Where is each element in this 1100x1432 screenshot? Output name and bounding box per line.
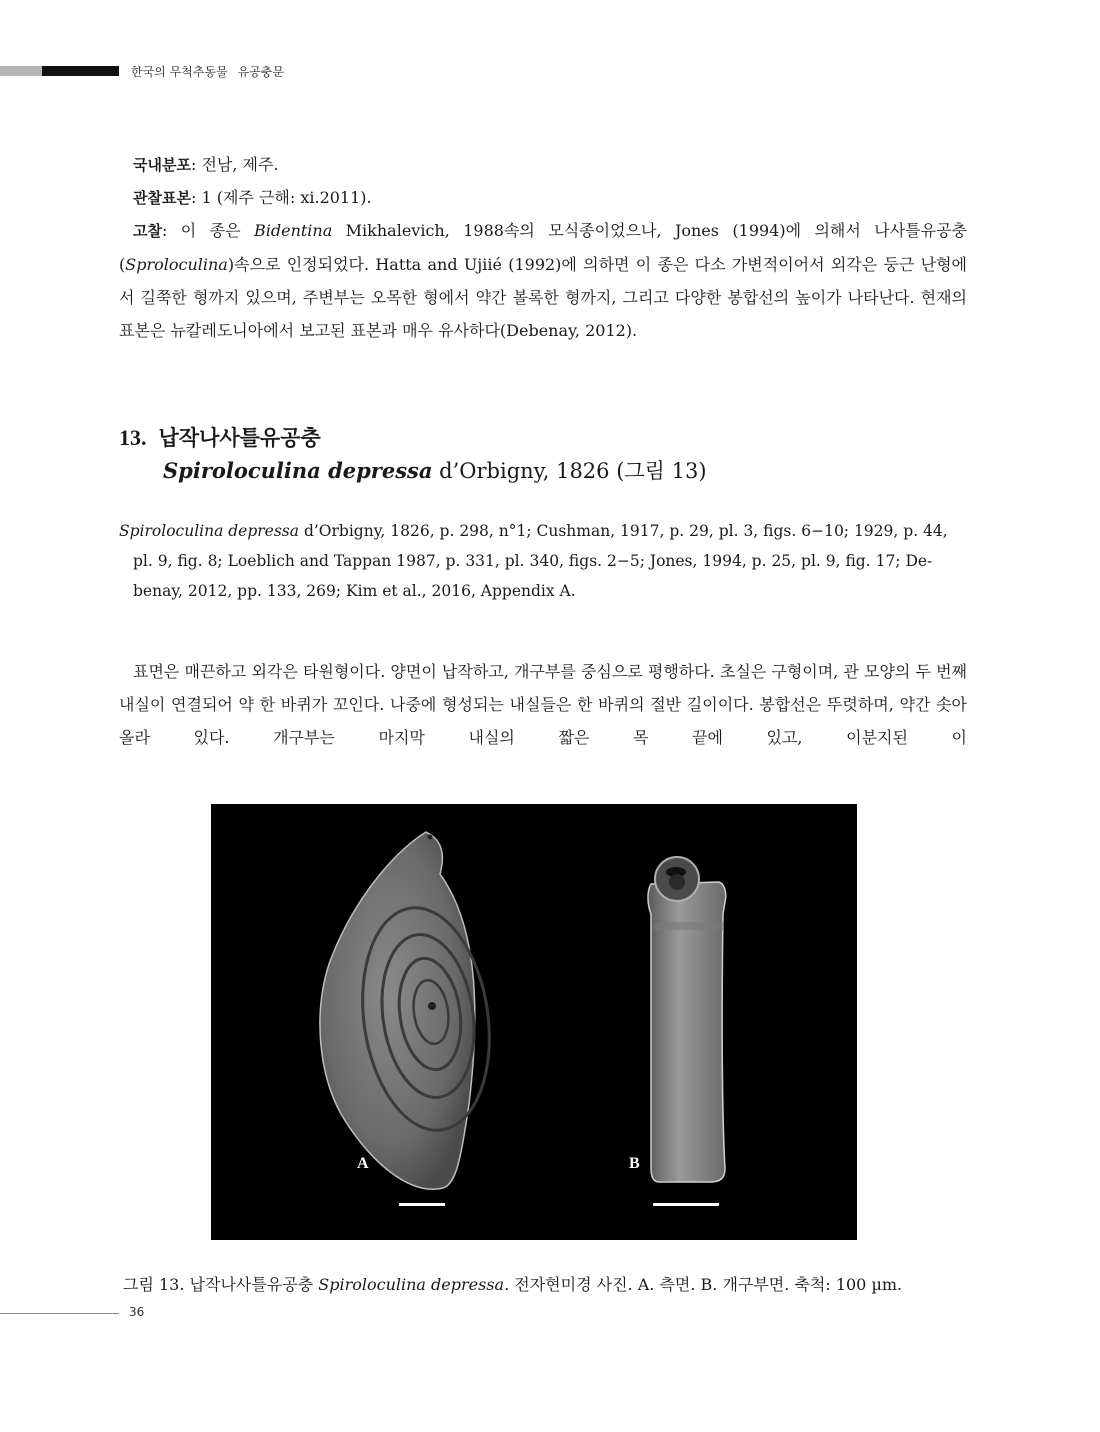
specimens-text: : 1 (제주 근해: xi.2011). (190, 188, 372, 207)
sem-photographs (211, 804, 857, 1240)
specimen-b-apertural-view (648, 857, 726, 1182)
remarks-text-1: : 이 종은 (161, 221, 254, 240)
remarks-text-3: )속으로 인정되었다. Hatta and Ujiié (1992)에 의하면 이 종은 다소 가변적이어서 외각은 둥근 난형에서 길쭉한 형까지 있으며, 주변부는 오목한 형에서 약간 볼록한 형까지, 그리고 다양한 봉합선의 높이가 나타난다. 현재의 표본은 뉴칼레도니아에서 보고된 표본과 매우 유사하다(Debenay, 2012). (119, 255, 967, 340)
synonymy-line-2: pl. 9, fig. 8; Loeblich and Tappan 1987, p. 331, pl. 340, figs. 2−5; Jones, 1994, p. 25, pl. 9, fig. 17; De- (133, 552, 933, 570)
description-paragraph (119, 655, 967, 754)
figure-caption (123, 1272, 902, 1295)
section-korean-name: 납작나사틀유공충 (158, 426, 321, 450)
figure-label-a: A (357, 1155, 369, 1172)
specimen-a-side-view (320, 832, 503, 1189)
page-number: 36 (129, 1305, 145, 1319)
remarks-paragraph (119, 214, 967, 347)
caption-prefix: 그림 13. 납작나사틀유공충 (123, 1275, 319, 1294)
section-authority: d’Orbigny, 1826 (그림 13) (432, 459, 707, 483)
specimens-paragraph (133, 181, 372, 215)
distribution-text: : 전남, 제주. (190, 155, 279, 174)
book-title: 한국의 무척추동물 (131, 65, 228, 79)
distribution-label: 국내분포 (133, 156, 191, 174)
scale-bar-a (399, 1203, 445, 1206)
description-text: 표면은 매끈하고 외각은 타원형이다. 양면이 납작하고, 개구부를 중심으로 평행하다. 초실은 구형이며, 관 모양의 두 번째 내실이 연결되어 약 한 바퀴가 꼬인다. 나중에 형성되는 내실들은 한 바퀴의 절반 길이이다. 봉합선은 뚜렷하며, 약간 솟아올라 있다. 개구부는 마지막 내실의 짧은 목 끝에 있고, 이분지된 이 (119, 662, 967, 747)
section-title (119, 422, 321, 452)
figure-label-b: B (629, 1155, 640, 1172)
remarks-genus-sproloculina: Sproloculina (125, 255, 228, 274)
volume-title: 유공충문 (237, 65, 284, 79)
header-bar-light (0, 66, 42, 76)
section-scientific-heading (163, 455, 707, 485)
remarks-genus-bidentina: Bidentina (253, 221, 333, 240)
caption-species: Spiroloculina depressa (318, 1275, 505, 1294)
synonymy-line-1: d’Orbigny, 1826, p. 298, n°1; Cushman, 1917, p. 29, pl. 3, figs. 6−10; 1929, p. 44, (299, 522, 948, 540)
synonymy-list (119, 516, 969, 606)
section-scientific-name: Spiroloculina depressa (163, 458, 433, 483)
synonymy-line-3: benay, 2012, pp. 133, 269; Kim et al., 2016, Appendix A. (133, 582, 576, 600)
running-header (131, 63, 284, 80)
remarks-text-2: Mikhalevich, 1988속의 모식종이었으나, Jones (1994)에 의해서 나사틀유공충 ( (119, 221, 967, 274)
distribution-paragraph (133, 148, 279, 182)
remarks-label: 고찰 (133, 222, 162, 240)
footer-rule (0, 1313, 119, 1314)
section-number: 13. (119, 425, 147, 450)
synonymy-species-name: Spiroloculina depressa (119, 522, 300, 540)
sem-figure (211, 804, 857, 1240)
scale-bar-b (653, 1203, 719, 1206)
header-bar-dark (42, 66, 119, 76)
caption-suffix: . 전자현미경 사진. A. 측면. B. 개구부면. 축척: 100 µm. (504, 1275, 903, 1294)
specimens-label: 관찰표본 (133, 189, 191, 207)
